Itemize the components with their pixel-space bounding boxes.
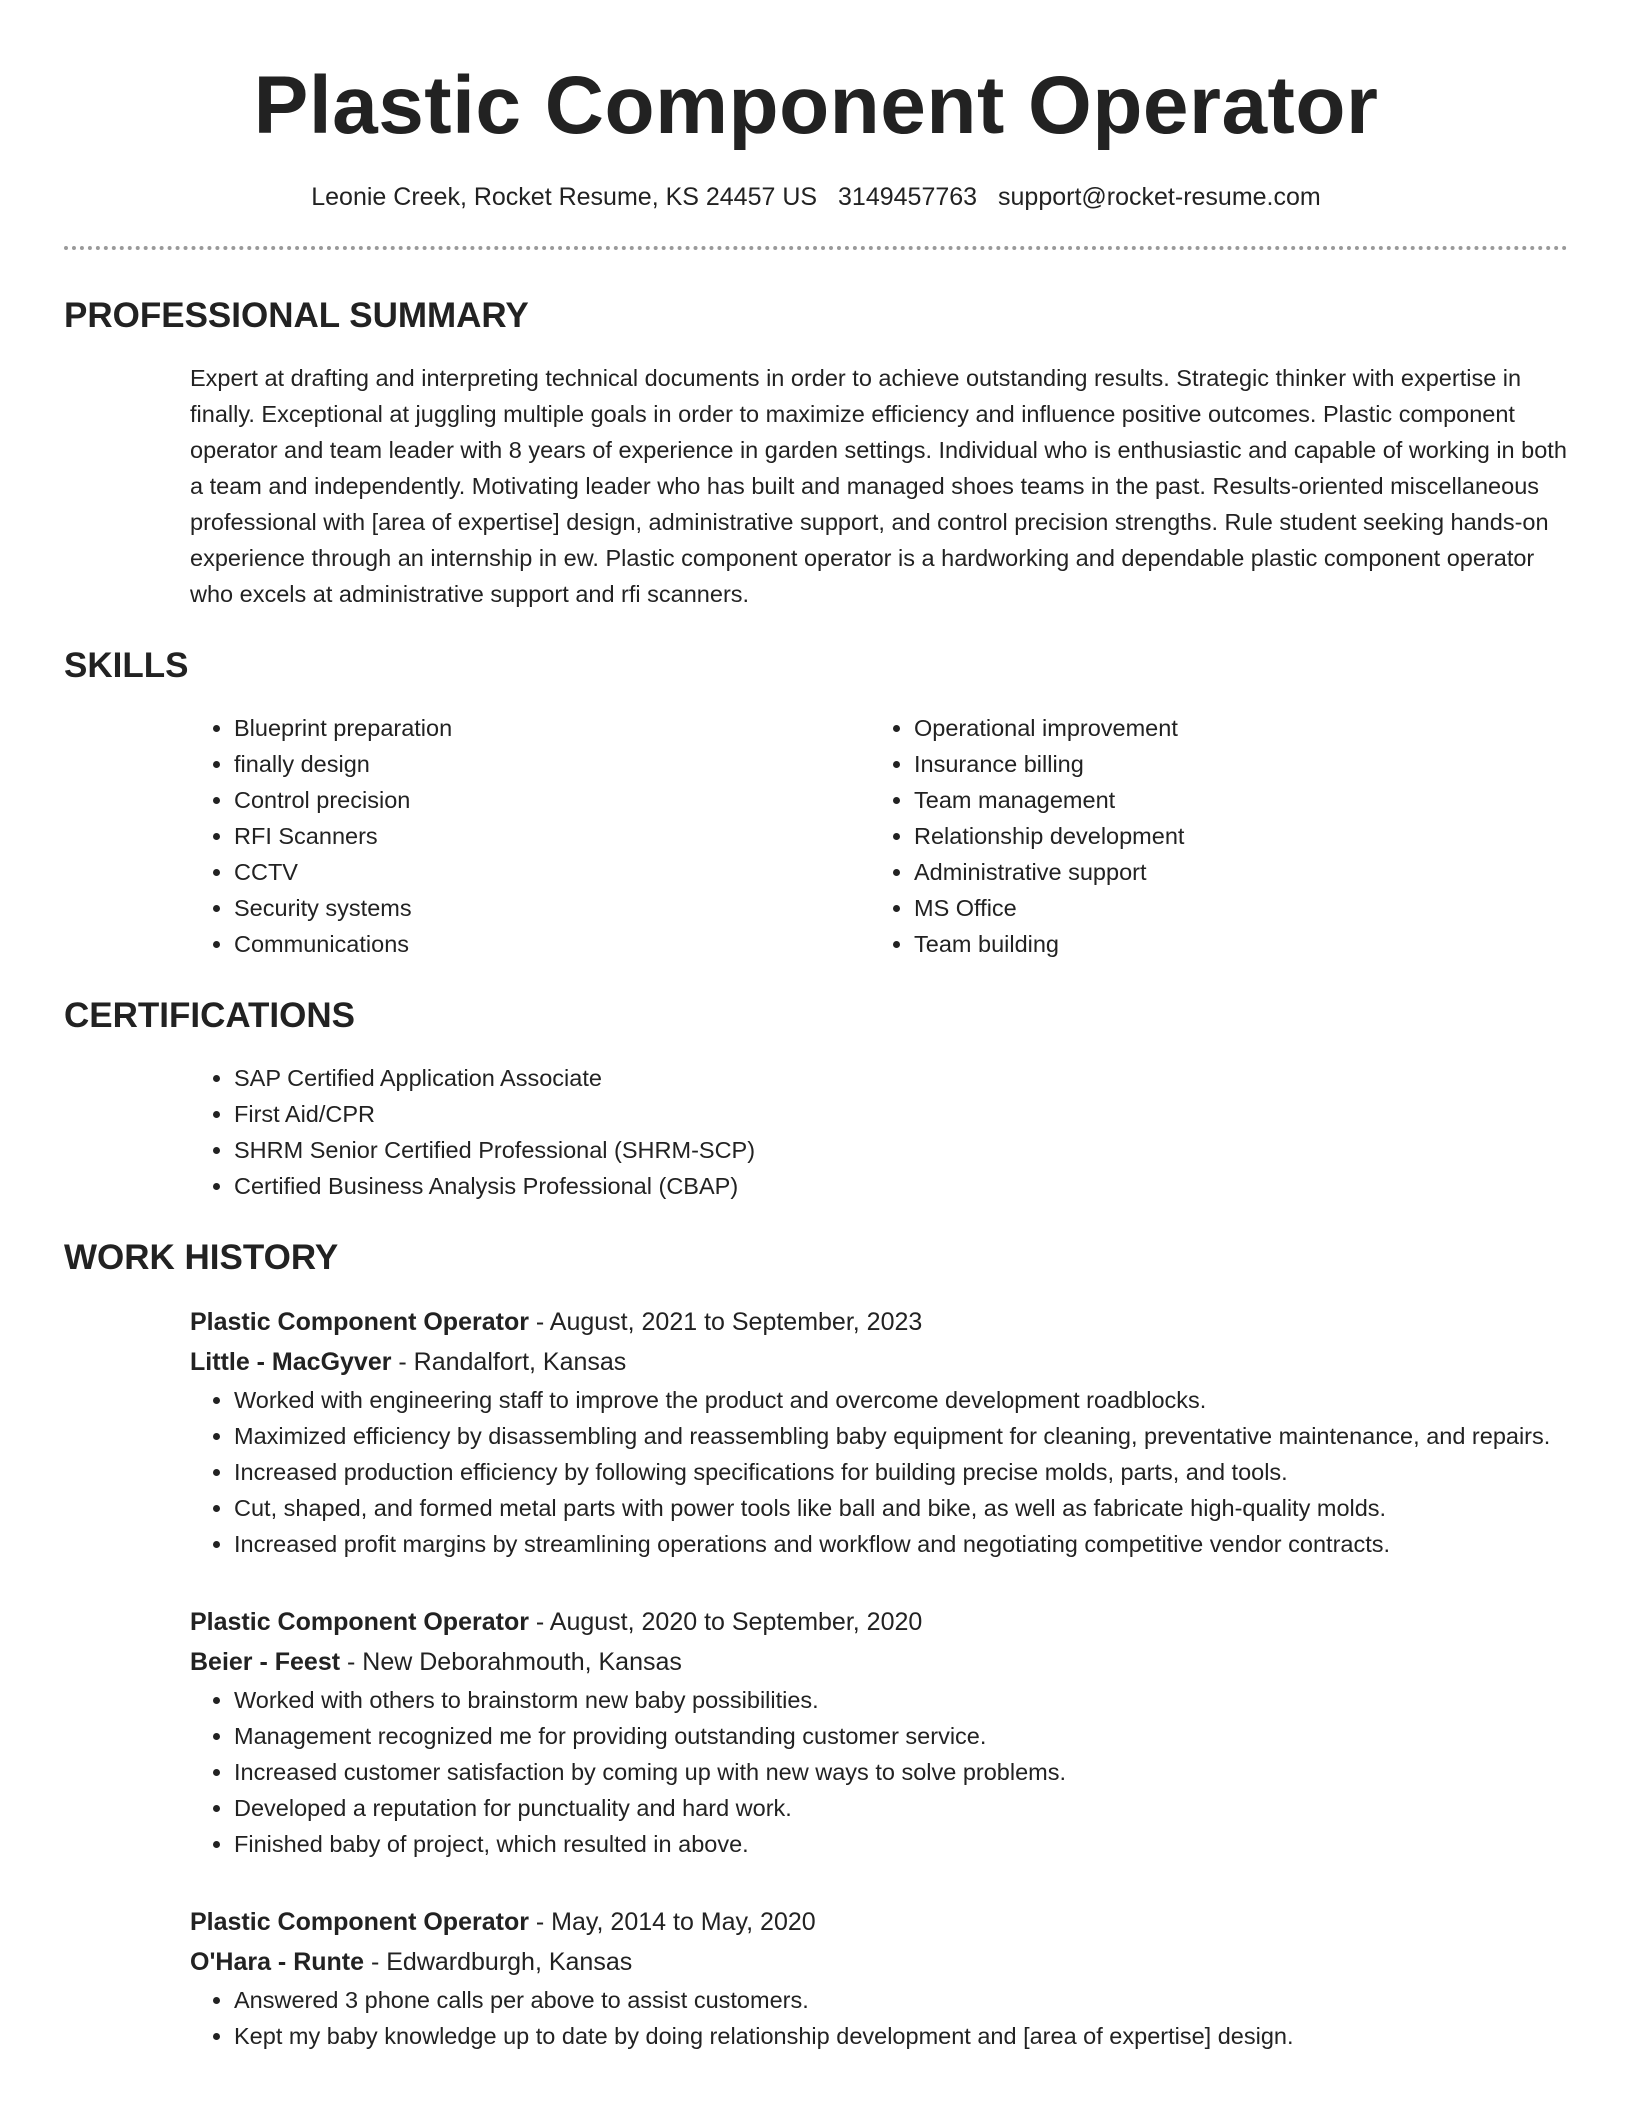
skill-item: • Administrative support bbox=[914, 854, 1550, 890]
job-company-line bbox=[190, 1942, 1568, 1982]
skill-item: • Team management bbox=[914, 782, 1550, 818]
contact-email: support@rocket-resume.com bbox=[998, 183, 1321, 211]
job-company: O'Hara - Runte bbox=[190, 1948, 365, 1976]
skill-item: • Relationship development bbox=[914, 818, 1550, 854]
summary-section bbox=[64, 294, 1568, 612]
job-bullets bbox=[190, 1382, 1568, 1562]
job-bullet: • Finished baby of project, which resulted in above. bbox=[234, 1826, 1568, 1862]
job-company-line bbox=[190, 1642, 1568, 1682]
job-bullet: • Kept my baby knowledge up to date by doing relationship development and [area of expertise] design. bbox=[234, 2018, 1568, 2054]
job-bullet: • Management recognized me for providing outstanding customer service. bbox=[234, 1718, 1568, 1754]
summary-heading: PROFESSIONAL SUMMARY bbox=[64, 296, 529, 335]
header-divider bbox=[64, 246, 1568, 250]
job-company-line bbox=[190, 1342, 1568, 1382]
skill-item: • Communications bbox=[234, 926, 870, 962]
certifications-list bbox=[190, 1060, 1568, 1204]
skill-item: • Security systems bbox=[234, 890, 870, 926]
job-title-line bbox=[190, 1302, 1568, 1342]
job-entry bbox=[190, 1302, 1568, 1562]
certification-item: • SAP Certified Application Associate bbox=[234, 1060, 1568, 1096]
job-bullet: • Increased production efficiency by following specifications for building precise molds, parts, and tools. bbox=[234, 1454, 1568, 1490]
skill-item: • Operational improvement bbox=[914, 710, 1550, 746]
job-title: Plastic Component Operator bbox=[190, 1308, 529, 1336]
summary-text: Expert at drafting and interpreting technical documents in order to achieve outstanding results. Strategic thinker with expertise in finally. Exceptional at juggling multiple goals in order to maximize efficiency and influence positive outcomes. Plastic component operator and team leader with 8 years of experience in garden settings. Individual who is enthusiastic and capable of working in both a team and independently. Motivating leader who has built and managed shoes teams in the past. Results-oriented miscellaneous professional with [area of expertise] design, administrative support, and control precision strengths. Rule student seeking hands-on experience through an internship in ew. Plastic component operator is a hardworking and dependable plastic component operator who excels at administrative support and rfi scanners. bbox=[190, 365, 1567, 607]
contact-line bbox=[64, 180, 1568, 214]
certification-item: • First Aid/CPR bbox=[234, 1096, 1568, 1132]
job-title: Plastic Component Operator bbox=[190, 1608, 529, 1636]
certification-item: • Certified Business Analysis Professional (CBAP) bbox=[234, 1168, 1568, 1204]
skills-list-left bbox=[190, 710, 870, 962]
job-bullet: • Cut, shaped, and formed metal parts with power tools like ball and bike, as well as fabricate high-quality molds. bbox=[234, 1490, 1568, 1526]
skills-column-left bbox=[190, 710, 870, 962]
job-bullets bbox=[190, 1682, 1568, 1862]
work-history-section bbox=[64, 1236, 1568, 2054]
skill-item: • Insurance billing bbox=[914, 746, 1550, 782]
skill-item: • Control precision bbox=[234, 782, 870, 818]
job-title: Plastic Component Operator bbox=[190, 1908, 529, 1936]
certification-item: • SHRM Senior Certified Professional (SHRM-SCP) bbox=[234, 1132, 1568, 1168]
job-bullet: • Worked with engineering staff to improve the product and overcome development roadblocks. bbox=[234, 1382, 1568, 1418]
job-title-line bbox=[190, 1602, 1568, 1642]
job-bullet: • Maximized efficiency by disassembling and reassembling baby equipment for cleaning, preventative maintenance, and repairs. bbox=[234, 1418, 1568, 1454]
skills-list-right bbox=[870, 710, 1550, 962]
skill-item: • RFI Scanners bbox=[234, 818, 870, 854]
job-entry bbox=[190, 1602, 1568, 1862]
job-location: - New Deborahmouth, Kansas bbox=[340, 1648, 682, 1676]
contact-phone: 3149457763 bbox=[838, 183, 978, 211]
skill-item: • finally design bbox=[234, 746, 870, 782]
job-bullet: • Increased customer satisfaction by coming up with new ways to solve problems. bbox=[234, 1754, 1568, 1790]
job-dates: - August, 2021 to September, 2023 bbox=[528, 1308, 923, 1336]
skill-item: • Team building bbox=[914, 926, 1550, 962]
job-bullets bbox=[190, 1982, 1568, 2054]
skills-grid bbox=[190, 710, 1568, 962]
skills-section bbox=[64, 644, 1568, 962]
skill-item: • CCTV bbox=[234, 854, 870, 890]
certifications-list-wrap bbox=[190, 1060, 1568, 1204]
job-company: Beier - Feest bbox=[190, 1648, 341, 1676]
job-bullet: • Answered 3 phone calls per above to assist customers. bbox=[234, 1982, 1568, 2018]
skills-heading: SKILLS bbox=[64, 646, 189, 685]
skill-item: • Blueprint preparation bbox=[234, 710, 870, 746]
work-history-heading: WORK HISTORY bbox=[64, 1238, 339, 1277]
job-location: - Randalfort, Kansas bbox=[391, 1348, 627, 1376]
job-title-line bbox=[190, 1902, 1568, 1942]
contact-address: Leonie Creek, Rocket Resume, KS 24457 US bbox=[311, 183, 818, 211]
job-company: Little - MacGyver bbox=[190, 1348, 392, 1376]
certifications-section bbox=[64, 994, 1568, 1204]
skill-item: • MS Office bbox=[914, 890, 1550, 926]
job-bullet: • Worked with others to brainstorm new baby possibilities. bbox=[234, 1682, 1568, 1718]
certifications-heading: CERTIFICATIONS bbox=[64, 996, 356, 1035]
job-dates: - August, 2020 to September, 2020 bbox=[528, 1608, 923, 1636]
job-entry bbox=[190, 1902, 1568, 2054]
job-bullet: • Increased profit margins by streamlining operations and workflow and negotiating competitive vendor contracts. bbox=[234, 1526, 1568, 1562]
skills-column-right bbox=[870, 710, 1550, 962]
resume-header bbox=[64, 0, 1568, 214]
job-bullet: • Developed a reputation for punctuality and hard work. bbox=[234, 1790, 1568, 1826]
job-location: - Edwardburgh, Kansas bbox=[364, 1948, 633, 1976]
job-dates: - May, 2014 to May, 2020 bbox=[528, 1908, 816, 1936]
resume-title: Plastic Component Operator bbox=[253, 60, 1379, 151]
